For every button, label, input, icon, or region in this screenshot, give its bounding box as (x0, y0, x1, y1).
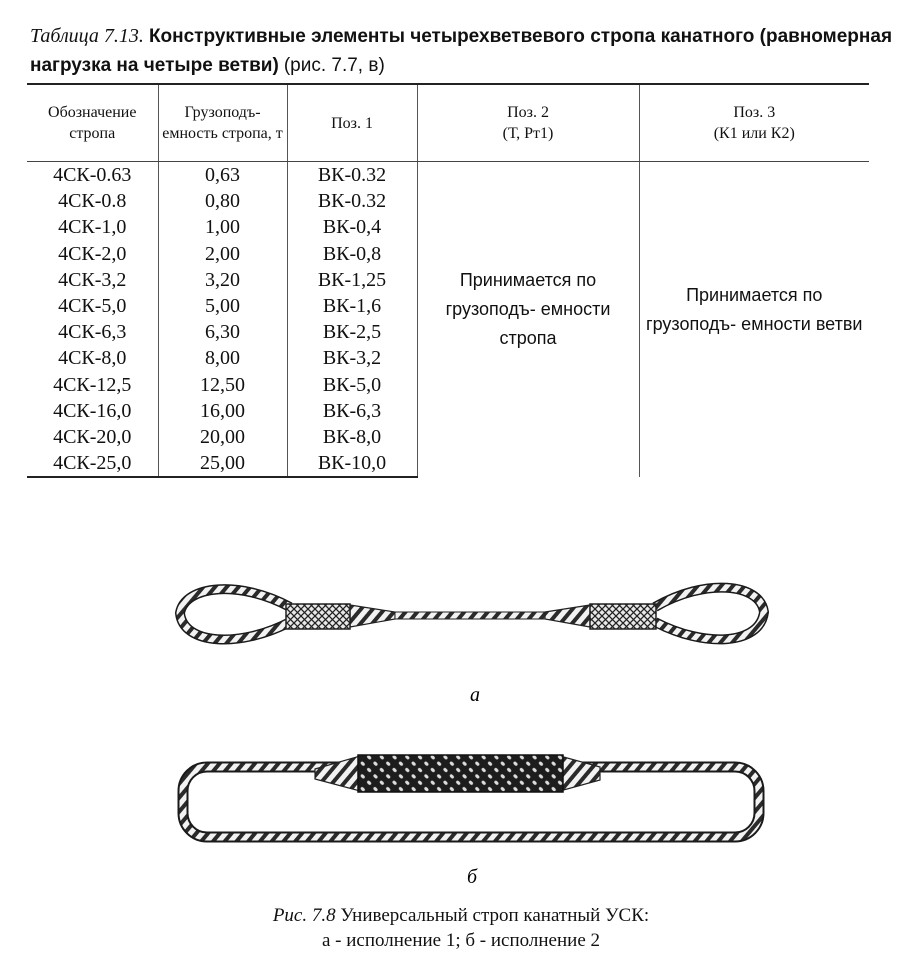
header-designation: Обозначение стропа (27, 84, 158, 162)
cell-designation: 4СК-3,2 (58, 268, 127, 291)
cell-pos1: ВК-0,8 (287, 241, 417, 267)
cell-designation: 4СК-25,0 (27, 450, 158, 477)
table-label: Таблица 7.13. (30, 25, 144, 47)
cell-designation: 4СК-12,5 (53, 373, 132, 396)
figure-caption-label: Рис. 7.8 (272, 905, 336, 926)
cell-designation: 4СК-20,0 (53, 425, 132, 448)
label-b: б (467, 866, 478, 888)
cell-capacity: 0,80 (158, 188, 287, 214)
cell-capacity: 12,50 (158, 372, 287, 398)
header-pos1: Поз. 1 (287, 84, 417, 162)
figure-caption-title: Универсальный строп канатный УСК: (340, 905, 650, 926)
cell-capacity: 6,30 (158, 319, 287, 345)
cell-capacity: 3,20 (158, 267, 287, 293)
cell-designation: 4СК-16,0 (53, 399, 132, 422)
header-pos3-sub: (К1 или К2) (713, 125, 795, 142)
cell-capacity: 8,00 (158, 345, 287, 371)
cell-pos2-note: Принимается по грузоподъ- емности стропа (417, 162, 639, 478)
header-pos3-title: Поз. 3 (733, 104, 776, 121)
cell-capacity: 5,00 (158, 293, 287, 319)
cell-capacity: 0,63 (158, 162, 287, 189)
cell-designation: 4СК-1,0 (58, 216, 127, 239)
cell-capacity: 20,00 (158, 424, 287, 450)
sling-b-drawing (183, 755, 759, 837)
cell-pos1: ВК-0,4 (287, 214, 417, 240)
cell-pos1: ВК-0.32 (287, 162, 417, 189)
figure-caption-subtitle: а - исполнение 1; б - исполнение 2 (321, 930, 601, 951)
cell-capacity: 25,00 (158, 450, 287, 477)
cell-pos1: ВК-8,0 (287, 424, 417, 450)
table-figure-ref: (рис. 7.7, в) (283, 55, 385, 76)
cell-pos1: ВК-5,0 (287, 372, 417, 398)
cell-capacity: 2,00 (158, 241, 287, 267)
cell-designation: 4СК-5,0 (58, 295, 127, 318)
header-pos2-title: Поз. 2 (507, 104, 549, 121)
label-a: а (470, 684, 480, 706)
cell-capacity: 1,00 (158, 214, 287, 240)
cell-designation: 4СК-2,0 (58, 242, 127, 265)
cell-pos1: ВК-0.32 (287, 188, 417, 214)
sling-a-drawing (180, 588, 764, 640)
header-capacity: Грузоподъ- емность стропа, т (158, 84, 287, 162)
cell-pos3-note: Принимается по грузоподъ- емности ветви (639, 162, 869, 478)
cell-designation: 4СК-8,0 (58, 347, 127, 370)
cell-pos1: ВК-2,5 (287, 319, 417, 345)
cell-pos1: ВК-3,2 (287, 345, 417, 371)
table-title: Конструктивные элементы четырехветвевого стропа канатного (равномерная нагрузка на четыре ветви) (30, 26, 893, 76)
cell-designation: 4СК-0.8 (58, 190, 127, 213)
cell-pos1: ВК-10,0 (287, 450, 417, 477)
cell-designation: 4СК-0.63 (53, 164, 132, 187)
header-pos2-sub: (Т, Рт1) (502, 125, 554, 142)
cell-pos1: ВК-1,6 (287, 293, 417, 319)
figure-caption (0, 903, 922, 953)
cell-pos1: ВК-6,3 (287, 398, 417, 424)
cell-designation: 4СК-6,3 (58, 321, 127, 344)
cell-capacity: 16,00 (158, 398, 287, 424)
cell-pos1: ВК-1,25 (287, 267, 417, 293)
